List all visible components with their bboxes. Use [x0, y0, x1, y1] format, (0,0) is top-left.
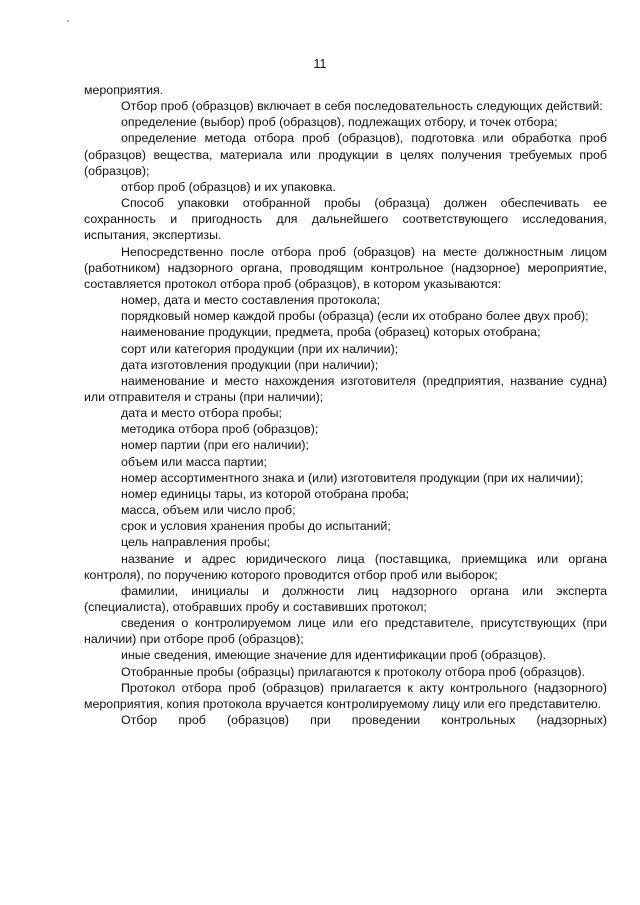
- paragraph: Протокол отбора проб (образцов) прилагается к акту контрольного (надзорного) мероприятия, копия протокола вручается контролируемому лицу или его представителю.: [84, 680, 607, 711]
- paragraph: фамилии, инициалы и должности лиц надзорного органа или эксперта (специалиста), отобравших пробу и составивших протокол;: [84, 583, 607, 614]
- page-number: 11: [313, 57, 327, 71]
- paragraph: объем или масса партии;: [121, 454, 268, 469]
- paragraph: номер единицы тары, из которой отобрана проба;: [121, 486, 410, 501]
- paragraph: мероприятия.: [84, 83, 164, 97]
- paragraph: порядковый номер каждой пробы (образца) (если их отобрано более двух проб);: [121, 309, 589, 324]
- paragraph: иные сведения, имеющие значение для идентификации проб (образцов).: [121, 648, 547, 663]
- scan-speck: [67, 20, 69, 22]
- paragraph: сведения о контролируемом лице или его представителе, присутствующих (при наличии) при отборе проб (образцов);: [84, 616, 607, 647]
- paragraph: Способ упаковки отобранной пробы (образца) должен обеспечивать ее сохранность и пригодность для дальнейшего соответствующего исследования, испытания, экспертизы.: [84, 196, 607, 243]
- paragraph: Отбор проб (образцов) при проведении контрольных (надзорных): [121, 713, 607, 728]
- paragraph: название и адрес юридического лица (поставщика, приемщика или органа контроля), по поручению которого проводится отбор проб или выборок;: [84, 551, 607, 582]
- paragraph: масса, объем или число проб;: [121, 503, 296, 518]
- paragraph: наименование продукции, предмета, проба (образец) которых отобрана;: [121, 325, 541, 340]
- paragraph: номер, дата и место составления протокола;: [121, 293, 381, 308]
- paragraph: определение метода отбора проб (образцов), подготовка или обработка проб (образцов) вещества, материала или продукции в целях получения требуемых проб (образцов);: [84, 131, 607, 178]
- paragraph: Отбор проб (образцов) включает в себя последовательность следующих действий:: [121, 99, 603, 114]
- paragraph: методика отбора проб (образцов);: [121, 422, 319, 437]
- paragraph: дата и место отбора пробы;: [121, 406, 282, 421]
- paragraph: дата изготовления продукции (при наличии);: [121, 357, 379, 372]
- paragraph: Непосредственно после отбора проб (образцов) на месте должностным лицом (работником) надзорного органа, проводящим контрольное (надзорное) мероприятие, составляется протокол отбора проб (образцов), в котором указываются:: [84, 244, 607, 291]
- paragraph: определение (выбор) проб (образцов), подлежащих отбору, и точек отбора;: [121, 115, 558, 130]
- paragraph: цель направления пробы;: [121, 535, 271, 550]
- paragraph: срок и условия хранения пробы до испытаний;: [121, 519, 391, 534]
- paragraph: сорт или категория продукции (при их наличии);: [121, 341, 399, 356]
- paragraph: номер ассортиментного знака и (или) изготовителя продукции (при их наличии);: [121, 470, 584, 485]
- paragraph: номер партии (при его наличии);: [121, 438, 309, 453]
- paragraph: наименование и место нахождения изготовителя (предприятия, название судна) или отправителя и страны (при наличии);: [84, 373, 607, 404]
- paragraph: Отобранные пробы (образцы) прилагаются к протоколу отбора проб (образцов).: [121, 664, 586, 679]
- document-body: [84, 82, 607, 728]
- paragraph: отбор проб (образцов) и их упаковка.: [121, 179, 336, 194]
